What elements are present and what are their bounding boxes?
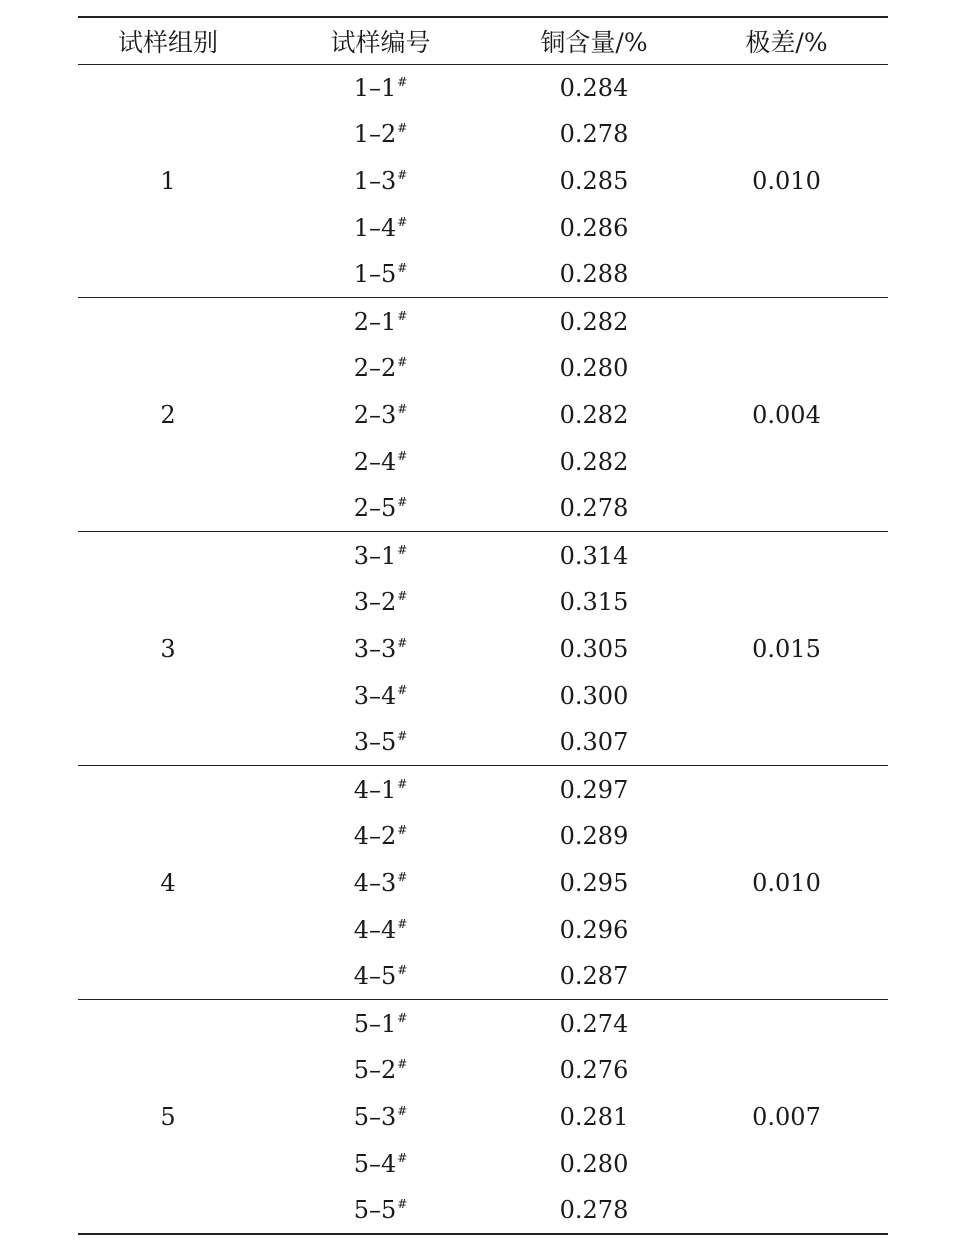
sample-id-cell [258, 111, 503, 158]
range-cell: 0.004 [752, 400, 821, 429]
header-copper-content: 铜含量/% [503, 17, 685, 64]
sample-id-text: 2–4 [353, 447, 397, 476]
copper-content-cell: 0.296 [559, 915, 629, 944]
sample-id-text: 1–5 [353, 260, 397, 289]
sample-id-cell [258, 1000, 503, 1047]
copper-content-cell: 0.305 [559, 634, 629, 663]
sample-id-cell [258, 1047, 503, 1094]
sample-id-superscript: # [397, 869, 408, 884]
sample-id-cell [258, 392, 503, 439]
sample-id-text: 5–5 [353, 1196, 397, 1225]
sample-id-superscript: # [397, 776, 408, 791]
sample-id-cell [258, 813, 503, 860]
copper-content-cell: 0.278 [559, 120, 629, 149]
sample-id-superscript: # [397, 635, 408, 650]
sample-id-superscript: # [397, 261, 408, 276]
sample-id-cell [258, 64, 503, 111]
copper-content-cell: 0.307 [559, 728, 629, 757]
sample-id-superscript: # [397, 823, 408, 838]
range-cell: 0.010 [752, 166, 821, 195]
copper-content-cell: 0.280 [559, 1149, 629, 1178]
copper-content-cell: 0.282 [559, 447, 629, 476]
sample-id-cell [258, 626, 503, 673]
sample-id-superscript: # [397, 542, 408, 557]
sample-id-superscript: # [397, 682, 408, 697]
copper-content-table [78, 16, 888, 1235]
sample-id-text: 4–4 [353, 915, 397, 944]
sample-id-superscript: # [397, 495, 408, 510]
sample-id-superscript: # [397, 916, 408, 931]
sample-id-text: 2–5 [353, 494, 397, 523]
table-row [78, 64, 888, 111]
group-number-cell: 4 [160, 868, 176, 897]
sample-id-cell [258, 438, 503, 485]
sample-id-text: 3–1 [353, 541, 397, 570]
copper-content-cell: 0.314 [559, 541, 629, 570]
sample-id-text: 1–2 [353, 120, 397, 149]
sample-id-text: 1–3 [353, 166, 397, 195]
copper-content-cell: 0.315 [559, 588, 629, 617]
sample-id-text: 3–2 [353, 588, 397, 617]
table-group-2 [78, 298, 888, 532]
sample-id-superscript: # [397, 1197, 408, 1212]
copper-content-cell: 0.285 [559, 166, 629, 195]
table-group-3 [78, 532, 888, 766]
data-table-container [78, 16, 888, 1235]
header-sample-id: 试样编号 [258, 17, 503, 64]
group-number-cell: 5 [160, 1102, 176, 1131]
sample-id-superscript: # [397, 589, 408, 604]
copper-content-cell: 0.281 [559, 1102, 629, 1131]
sample-id-cell [258, 1140, 503, 1187]
range-cell: 0.010 [752, 868, 821, 897]
sample-id-text: 1–1 [353, 73, 397, 102]
sample-id-cell [258, 766, 503, 813]
sample-id-superscript: # [397, 74, 408, 89]
sample-id-text: 4–5 [353, 962, 397, 991]
sample-id-superscript: # [397, 121, 408, 136]
group-number-cell: 1 [160, 166, 176, 195]
copper-content-cell: 0.297 [559, 775, 629, 804]
table-row [78, 1000, 888, 1047]
copper-content-cell: 0.284 [559, 73, 629, 102]
sample-id-text: 2–1 [353, 307, 397, 336]
sample-id-text: 5–2 [353, 1056, 397, 1085]
sample-id-cell [258, 719, 503, 766]
range-cell: 0.015 [752, 634, 821, 663]
sample-id-text: 3–4 [353, 681, 397, 710]
table-header [78, 17, 888, 64]
sample-id-superscript: # [397, 1103, 408, 1118]
group-number-cell: 3 [160, 634, 176, 663]
copper-content-cell: 0.276 [559, 1056, 629, 1085]
copper-content-cell: 0.288 [559, 260, 629, 289]
range-cell: 0.007 [752, 1102, 821, 1131]
sample-id-text: 4–2 [353, 822, 397, 851]
group-number-cell: 2 [160, 400, 176, 429]
copper-content-cell: 0.300 [559, 681, 629, 710]
sample-id-superscript: # [397, 355, 408, 370]
table-row [78, 766, 888, 813]
sample-id-superscript: # [397, 1057, 408, 1072]
header-range: 极差/% [685, 17, 888, 64]
sample-id-superscript: # [397, 1010, 408, 1025]
copper-content-cell: 0.287 [559, 962, 629, 991]
sample-id-cell [258, 158, 503, 205]
copper-content-cell: 0.274 [559, 1009, 629, 1038]
sample-id-cell [258, 298, 503, 345]
copper-content-cell: 0.282 [559, 307, 629, 336]
sample-id-cell [258, 672, 503, 719]
sample-id-cell [258, 579, 503, 626]
sample-id-text: 2–2 [353, 354, 397, 383]
table-row [78, 298, 888, 345]
sample-id-cell [258, 345, 503, 392]
copper-content-cell: 0.286 [559, 213, 629, 242]
sample-id-superscript: # [397, 401, 408, 416]
sample-id-cell [258, 906, 503, 953]
sample-id-superscript: # [397, 308, 408, 323]
copper-content-cell: 0.278 [559, 494, 629, 523]
header-sample-group: 试样组别 [78, 17, 258, 64]
sample-id-superscript: # [397, 167, 408, 182]
sample-id-cell [258, 532, 503, 579]
sample-id-superscript: # [397, 1150, 408, 1165]
sample-id-superscript: # [397, 448, 408, 463]
sample-id-text: 3–3 [353, 634, 397, 663]
table-group-5 [78, 1000, 888, 1234]
copper-content-cell: 0.289 [559, 822, 629, 851]
table-row [78, 532, 888, 579]
sample-id-text: 5–4 [353, 1149, 397, 1178]
copper-content-cell: 0.278 [559, 1196, 629, 1225]
sample-id-text: 4–1 [353, 775, 397, 804]
sample-id-cell [258, 1094, 503, 1141]
sample-id-text: 3–5 [353, 728, 397, 757]
sample-id-superscript: # [397, 214, 408, 229]
sample-id-superscript: # [397, 963, 408, 978]
sample-id-cell [258, 485, 503, 532]
table-group-1 [78, 64, 888, 298]
sample-id-text: 5–1 [353, 1009, 397, 1038]
sample-id-text: 5–3 [353, 1102, 397, 1131]
sample-id-cell [258, 251, 503, 298]
copper-content-cell: 0.280 [559, 354, 629, 383]
header-row [78, 17, 888, 64]
copper-content-cell: 0.282 [559, 400, 629, 429]
sample-id-cell [258, 1187, 503, 1234]
sample-id-text: 4–3 [353, 868, 397, 897]
sample-id-superscript: # [397, 729, 408, 744]
sample-id-text: 2–3 [353, 400, 397, 429]
sample-id-cell [258, 953, 503, 1000]
copper-content-cell: 0.295 [559, 868, 629, 897]
table-group-4 [78, 766, 888, 1000]
sample-id-text: 1–4 [353, 213, 397, 242]
sample-id-cell [258, 860, 503, 907]
sample-id-cell [258, 204, 503, 251]
